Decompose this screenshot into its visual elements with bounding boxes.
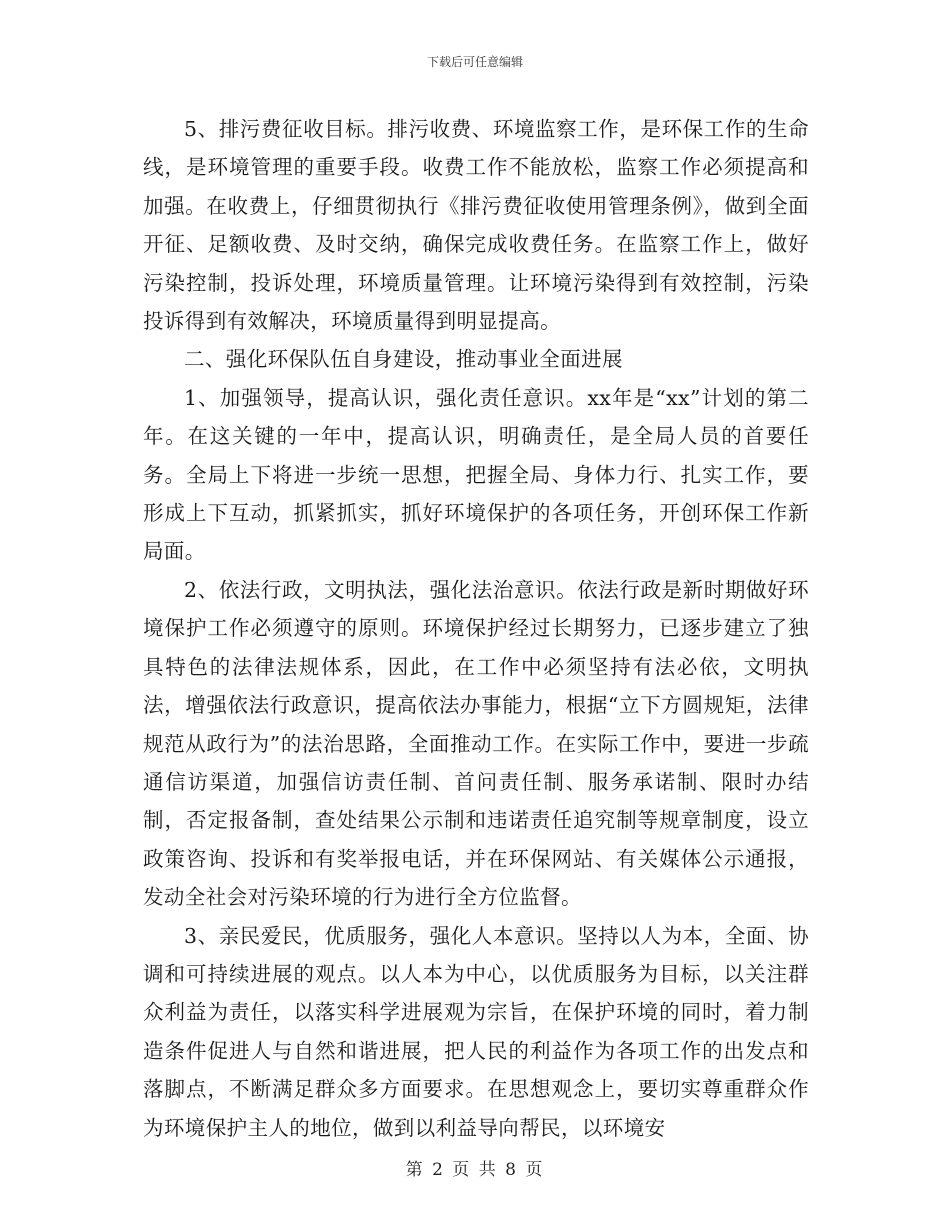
page-number-footer: 第 2 页 共 8 页 <box>405 1160 545 1180</box>
page-header-note: 下载后可任意编辑 <box>426 55 523 69</box>
paragraph-fee-collection: 5、排污费征收目标。排污收费、环境监察工作，是环保工作的生命线，是环境管理的重要手段。收费工作不能放松，监察工作必须提高和加强。在收费上，仔细贯彻执行《排污费征收使用管理条例》，做到全面开征、足额收费、及时交纳，确保完成收费任务。在监察工作上，做好污染控制，投诉处理，环境质量管理。让环境污染得到有效控制，污染投诉得到有效解决，环境质量得到明显提高。 <box>143 117 809 334</box>
paragraph-rule-of-law: 2、依法行政，文明执法，强化法治意识。依法行政是新时期做好环境保护工作必须遵守的原则。环境保护经过长期努力，已逐步建立了独具特色的法律法规体系，因此，在工作中必须坚持有法必依，文明执法，增强依法行政意识，提高依法办事能力，根据“立下方圆规矩，法律规范从政行为”的法治思路，全面推动工作。在实际工作中，要进一步疏通信访渠道，加强信访责任制、首问责任制、服务承诺制、限时办结制，否定报备制，查处结果公示制和违诺责任追究制等规章制度，设立政策咨询、投诉和有奖举报电话，并在环保网站、有关媒体公示通报，发动全社会对污染环境的行为进行全方位监督。 <box>143 577 809 910</box>
paragraph-people-oriented: 3、亲民爱民，优质服务，强化人本意识。坚持以人为本，全面、协调和可持续进展的观点。以人本为中心，以优质服务为目标，以关注群众利益为责任，以落实科学进展观为宗旨，在保护环境的同时，着力制造条件促进人与自然和谐进展，把人民的利益作为各项工作的出发点和落脚点，不断满足群众多方面要求。在思想观念上，要切实尊重群众作为环境保护主人的地位，做到以利益导向帮民，以环境安 <box>143 923 809 1140</box>
document-body <box>143 110 809 1147</box>
paragraph-leadership: 1、加强领导，提高认识，强化责任意识。xx年是“xx”计划的第二年。在这关键的一年中，提高认识，明确责任，是全局人员的首要任务。全局上下将进一步统一思想，把握全局、身体力行、扎实工作，要形成上下互动，抓紧抓实，抓好环境保护的各项任务，开创环保工作新局面。 <box>143 385 809 564</box>
section-heading-team-building: 二、强化环保队伍自身建设，推动事业全面进展 <box>184 347 623 372</box>
